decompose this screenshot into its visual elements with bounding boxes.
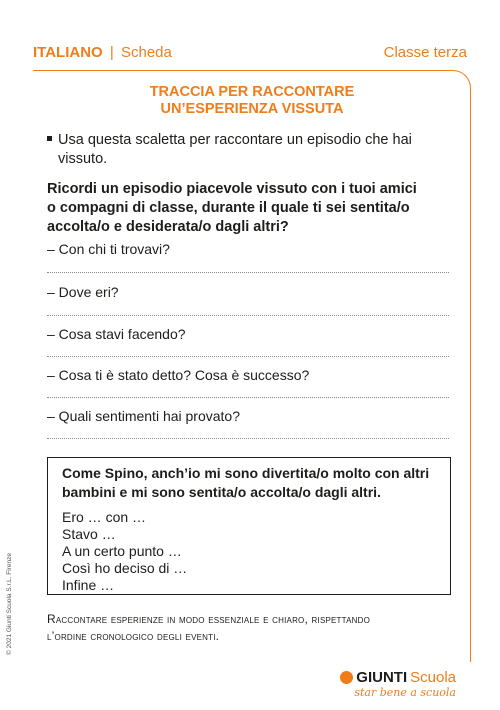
prompt-what-happened: – Cosa ti è stato detto? Cosa è successo? — [47, 367, 310, 383]
subject-label: ITALIANO — [33, 44, 103, 61]
giunti-g-icon — [340, 671, 353, 684]
starter-line: Infine … — [62, 577, 115, 593]
logo-tagline: star bene a scuola — [354, 686, 456, 699]
publisher-logo — [340, 669, 456, 699]
main-question — [47, 180, 467, 237]
page-header — [33, 44, 467, 66]
answer-line-doing[interactable] — [47, 356, 449, 357]
instruction-line-1: Usa questa scaletta per raccontare un episodio che hai — [58, 132, 412, 148]
question-line-2: o compagni di classe, durante il quale ti sei sentita/o — [47, 200, 410, 216]
sheet-type-label: Scheda — [120, 44, 172, 61]
answer-line-feelings[interactable] — [47, 438, 449, 439]
bullet-square-icon — [47, 136, 52, 141]
logo-brand-2: Scuola — [410, 669, 456, 686]
prompt-where: – Dove eri? — [47, 284, 119, 300]
prompt-feelings: – Quali sentimenti hai provato? — [47, 408, 240, 424]
sentence-starters-box — [47, 457, 451, 595]
worksheet-title — [33, 84, 471, 118]
learning-objective-note — [47, 611, 467, 645]
starter-line: Ero … con … — [62, 509, 147, 525]
prompt-doing: – Cosa stavi facendo? — [47, 326, 186, 342]
instruction-line-2: vissuto. — [58, 151, 108, 167]
answer-line-what-happened[interactable] — [47, 397, 449, 398]
starter-line: Così ho deciso di … — [62, 560, 188, 576]
grade-label: Classe terza — [383, 44, 467, 61]
logo-brand-1: GIUNTI — [356, 669, 408, 686]
starter-line: A un certo punto … — [62, 543, 182, 559]
box-title-line-2: bambini e mi sono sentita/o accolta/o dagli altri. — [62, 484, 381, 500]
answer-line-where[interactable] — [47, 315, 449, 316]
question-line-3: accolta/o e desiderata/o dagli altri? — [47, 219, 289, 235]
objective-line-1: Raccontare esperienze in modo essenziale e chiaro, rispettando — [47, 612, 371, 626]
instruction-bullet — [47, 131, 467, 169]
objective-line-2: l’ordine cronologico degli eventi. — [47, 629, 220, 643]
prompt-with-whom: – Con chi ti trovavi? — [47, 241, 170, 257]
header-separator: | — [109, 44, 114, 61]
copyright-notice: © 2021 Giunti Scuola S.r.L. Firenze — [6, 553, 13, 655]
header-subject-block — [33, 44, 172, 61]
title-line-1: TRACCIA PER RACCONTARE — [149, 84, 355, 100]
title-line-2: UN’ESPERIENZA VISSUTA — [160, 101, 344, 117]
starter-line: Stavo … — [62, 526, 116, 542]
box-title-line-1: Come Spino, anch’io mi sono divertita/o molto con altri — [62, 465, 430, 481]
question-line-1: Ricordi un episodio piacevole vissuto con i tuoi amici — [47, 181, 417, 197]
answer-line-with-whom[interactable] — [47, 272, 449, 273]
box-title — [62, 464, 442, 502]
